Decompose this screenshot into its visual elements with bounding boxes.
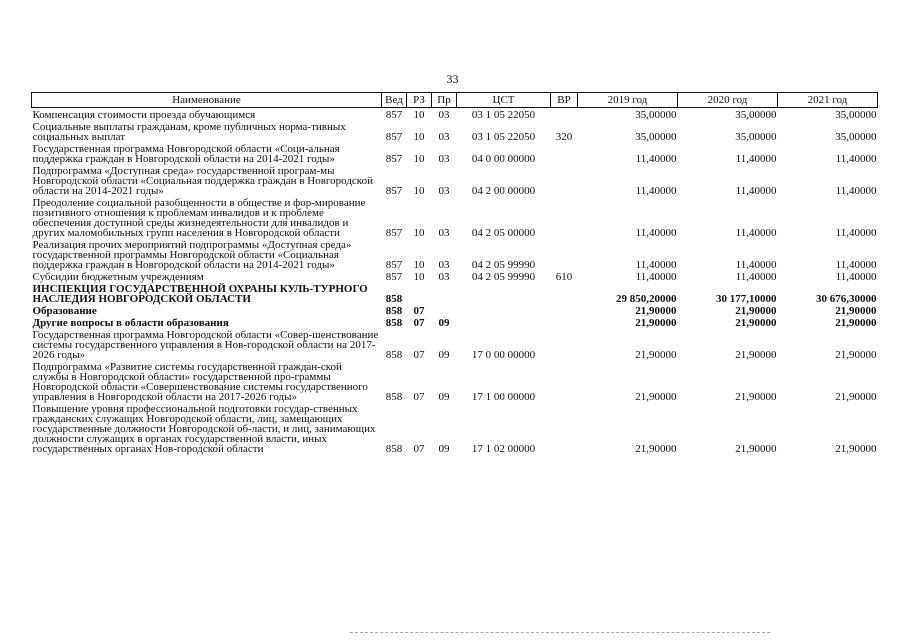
table-row [32,328,878,360]
row-ved: 858 [385,293,403,305]
table-row [32,402,878,454]
table-row [32,196,878,238]
row-2020: 21,90000 [735,391,777,403]
row-rz: 07 [413,317,425,329]
row-2021: 21,90000 [835,391,877,403]
row-pr: 09 [438,317,450,329]
row-2021: 21,90000 [835,349,877,361]
scan-edge-line [350,632,770,633]
row-2020: 30 177,10000 [716,293,777,305]
row-vr [551,142,578,164]
header-vr: ВР [551,93,578,108]
row-2019: 11,40000 [635,153,677,165]
row-rz: 10 [413,259,425,271]
row-name: Компенсация стоимости проезда обучающимся [32,109,256,121]
row-2020: 11,40000 [735,153,777,165]
table-row [32,238,878,270]
row-pr: 03 [438,109,450,121]
row-2021: 35,00000 [835,109,877,121]
row-2021: 11,40000 [835,185,877,197]
row-2020: 21,90000 [735,349,777,361]
row-2020: 21,90000 [735,305,777,317]
row-pr: 09 [438,391,450,403]
row-2021: 21,90000 [835,305,877,317]
table-row [32,142,878,164]
row-vr [551,108,578,121]
row-2020: 11,40000 [735,227,777,239]
row-2019: 21,90000 [635,443,677,455]
row-2020: 21,90000 [735,443,777,455]
row-pr: 03 [438,271,450,283]
row-ved: 857 [385,227,403,239]
row-2019: 35,00000 [635,131,677,143]
row-cst: 17 0 00 00000 [471,349,536,361]
row-ved: 857 [385,271,403,283]
row-cst: 04 2 00 00000 [471,185,536,197]
row-vr [551,282,578,304]
row-rz: 10 [413,185,425,197]
table-row [32,316,878,328]
row-pr: 09 [438,443,450,455]
table-row [32,270,878,282]
page-number: 33 [446,72,459,86]
row-vr [551,316,578,328]
row-pr: 03 [438,227,450,239]
row-2019: 11,40000 [635,185,677,197]
row-rz: 10 [413,131,425,143]
header-row [32,93,878,108]
row-cst: 04 2 05 99990 [471,271,536,283]
header-2020: 2020 год [678,93,778,108]
budget-table [31,92,878,454]
row-name: Государственная программа Новгородской области «Совер-шенствование системы государственного управления в Нов-городской области на 2017-2026 годы» [32,329,379,361]
row-2019: 29 850,20000 [616,293,677,305]
row-cst: 03 1 05 22050 [471,109,536,121]
row-2021: 11,40000 [835,153,877,165]
row-rz: 07 [413,349,425,361]
row-ved: 857 [385,153,403,165]
row-vr [551,328,578,360]
header-ved: Вед [382,93,407,108]
row-pr [432,304,457,316]
row-vr [551,164,578,196]
row-2021: 11,40000 [835,259,877,271]
row-2020: 11,40000 [735,271,777,283]
row-cst: 17 1 02 00000 [471,443,536,455]
header-pr: Пр [432,93,457,108]
row-name: Образование [32,305,97,317]
row-rz: 07 [413,305,425,317]
row-vr [551,238,578,270]
row-pr: 03 [438,259,450,271]
row-2020: 11,40000 [735,259,777,271]
row-name: Преодоление социальной разобщенности в обществе и фор-мирование позитивного отношения к проблемам инвалидов и к проблеме обеспечения доступной среды жизнедеятельности для инвалидов и других маломобильных групп населения в Новгородской области [32,197,366,239]
row-2019: 11,40000 [635,271,677,283]
row-2021: 30 676,30000 [816,293,877,305]
row-rz: 10 [413,109,425,121]
row-rz: 07 [413,443,425,455]
header-rz: РЗ [407,93,432,108]
row-name: Субсидии бюджетным учреждениям [32,271,204,283]
row-name: Социальные выплаты гражданам, кроме публичных норма-тивных социальных выплат [32,121,346,143]
header-cst: ЦСТ [457,93,551,108]
row-vr [551,304,578,316]
row-ved: 857 [385,259,403,271]
row-pr: 03 [438,153,450,165]
row-ved: 857 [385,109,403,121]
header-2021: 2021 год [778,93,878,108]
row-cst: 03 1 05 22050 [471,131,536,143]
row-cst: 04 0 00 00000 [471,153,536,165]
row-name: Повышение уровня профессиональной подготовки государ-ственных гражданских служащих Новгородской области, лиц, замещающих государственные должности Новгородской об-ласти, и лиц, занимающих должности служащих в органах государственной власти, иных государственных органах Нов-городской области [32,403,376,455]
row-pr: 09 [438,349,450,361]
row-ved: 857 [385,185,403,197]
row-vr [551,360,578,402]
table-row [32,120,878,142]
row-ved: 858 [385,391,403,403]
row-name: Государственная программа Новгородской области «Соци-альная поддержка граждан в Новгородской области на 2014-2021 годы» [32,143,340,165]
row-name: ИНСПЕКЦИЯ ГОСУДАРСТВЕННОЙ ОХРАНЫ КУЛЬ-ТУРНОГО НАСЛЕДИЯ НОВГОРОДСКОЙ ОБЛАСТИ [32,283,368,305]
row-2021: 11,40000 [835,271,877,283]
row-2021: 21,90000 [835,317,877,329]
row-rz: 07 [413,391,425,403]
row-2019: 21,90000 [635,317,677,329]
row-2019: 21,90000 [635,349,677,361]
row-2020: 11,40000 [735,185,777,197]
row-vr: 320 [555,131,573,143]
row-rz [407,282,432,304]
row-ved: 858 [385,349,403,361]
row-ved: 857 [385,131,403,143]
row-2019: 11,40000 [635,227,677,239]
row-cst: 04 2 05 99990 [471,259,536,271]
row-rz: 10 [413,271,425,283]
row-cst: 17 1 00 00000 [471,391,536,403]
row-2019: 11,40000 [635,259,677,271]
row-rz: 10 [413,227,425,239]
header-2019: 2019 год [578,93,678,108]
row-name: Другие вопросы в области образования [32,317,229,329]
row-vr [551,402,578,454]
row-2019: 35,00000 [635,109,677,121]
row-ved: 858 [385,305,403,317]
row-name: Подпрограмма «Развитие системы государственной граждан-ской службы в Новгородской области» государственной про-граммы Новгородской области «Совершенствование системы государственного управления в Новгородской области на 2017-2026 годы» [32,361,368,403]
row-vr: 610 [555,271,573,283]
row-2021: 11,40000 [835,227,877,239]
row-pr: 03 [438,131,450,143]
row-2020: 35,00000 [735,131,777,143]
row-pr: 03 [438,185,450,197]
row-rz: 10 [413,153,425,165]
row-2019: 21,90000 [635,391,677,403]
row-cst [457,304,551,316]
row-vr [551,196,578,238]
row-name: Реализация прочих мероприятий подпрограммы «Доступная среда» государственной программы Новгородской области «Социальная поддержка граждан в Новгородской области на 2014-2021 годы» [32,239,352,271]
row-cst [457,282,551,304]
row-2020: 35,00000 [735,109,777,121]
row-2019: 21,90000 [635,305,677,317]
row-2020: 21,90000 [735,317,777,329]
row-ved: 858 [385,317,403,329]
table-row [32,164,878,196]
table-row [32,108,878,121]
row-2021: 35,00000 [835,131,877,143]
row-2021: 21,90000 [835,443,877,455]
row-name: Подпрограмма «Доступная среда» государственной програм-мы Новгородской области «Социальная поддержка граждан в Новгородской области на 2014-2021 годы» [32,165,373,197]
row-cst [457,316,551,328]
header-name: Наименование [32,93,382,108]
row-ved: 858 [385,443,403,455]
row-cst: 04 2 05 00000 [471,227,536,239]
table-row [32,304,878,316]
table-row [32,360,878,402]
row-pr [432,282,457,304]
table-row [32,282,878,304]
